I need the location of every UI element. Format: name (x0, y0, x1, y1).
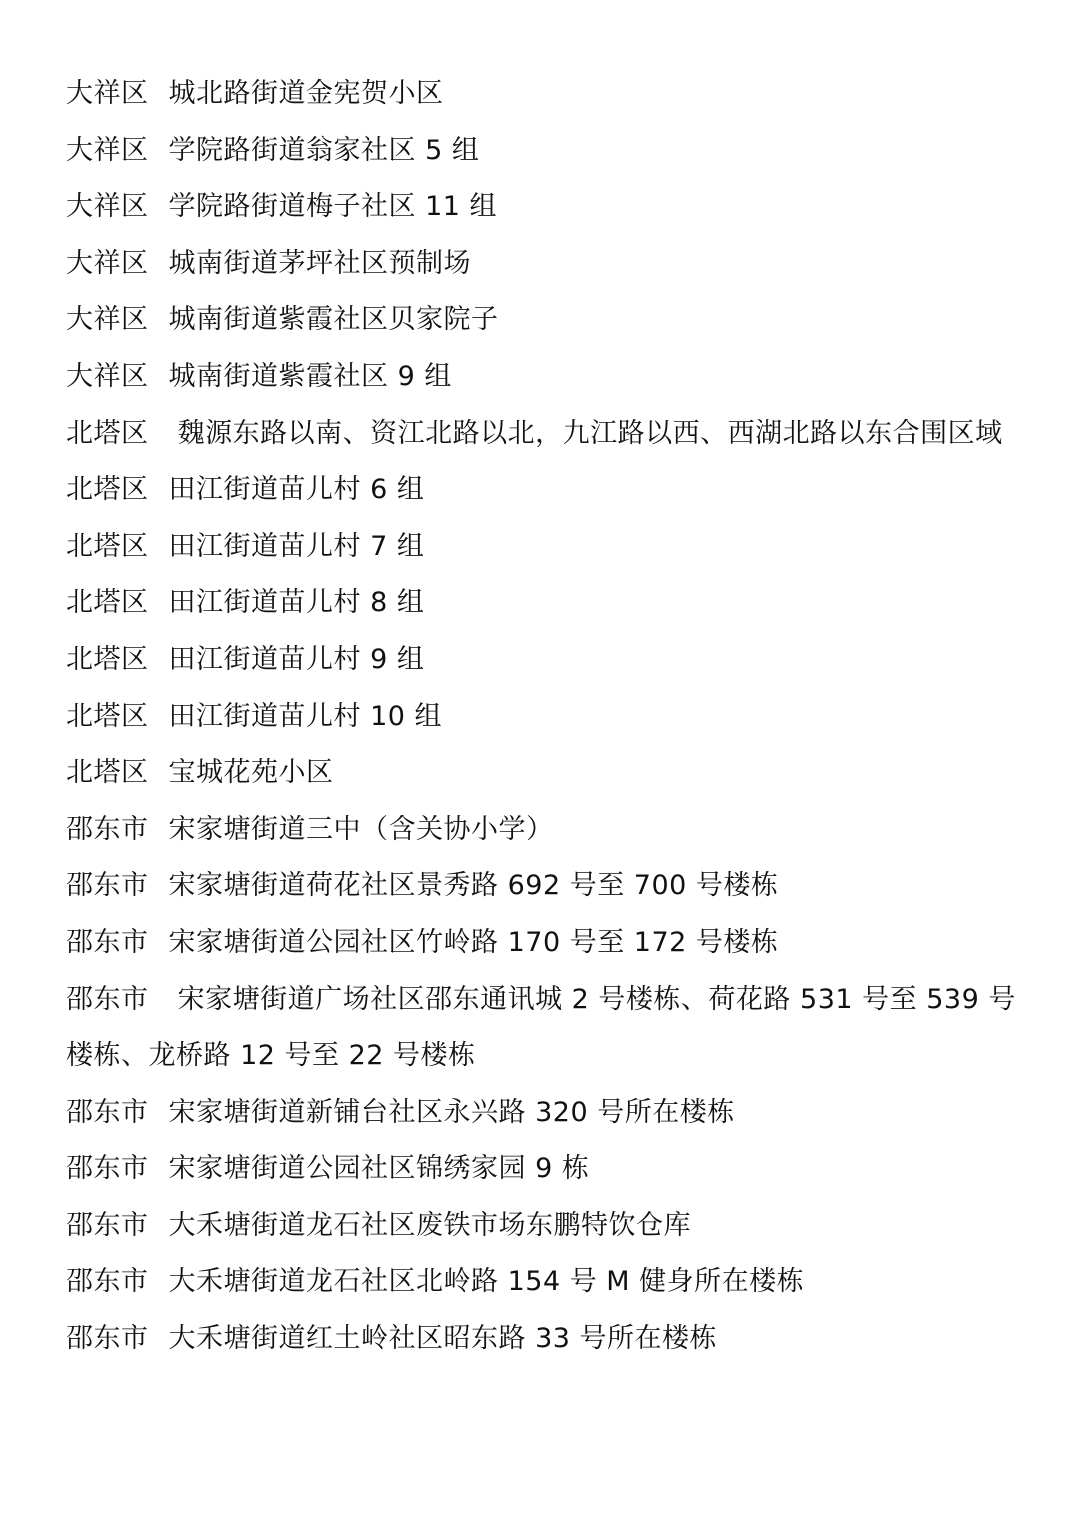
location-text: 宋家塘街道三中（含关协小学） (168, 813, 554, 845)
location-text: 宋家塘街道公园社区竹岭路 170 号至 172 号楼栋 (168, 926, 779, 958)
location-text: 学院路街道翁家社区 5 组 (168, 134, 480, 166)
district-name: 大祥区 (66, 247, 149, 279)
list-item (66, 915, 1026, 972)
district-name: 邵东市 (66, 983, 149, 1015)
district-name: 邵东市 (66, 870, 149, 902)
list-item (66, 519, 1026, 576)
location-text: 城南街道紫霞社区 9 组 (168, 360, 452, 392)
district-name: 北塔区 (66, 474, 149, 506)
list-item (66, 1254, 1026, 1311)
location-text: 宋家塘街道新铺台社区永兴路 320 号所在楼栋 (168, 1096, 735, 1128)
district-name: 北塔区 (66, 757, 149, 789)
district-name: 大祥区 (66, 78, 149, 109)
location-text: 城南街道紫霞社区贝家院子 (168, 304, 499, 336)
district-name: 邵东市 (66, 813, 149, 845)
district-name: 邵东市 (66, 1153, 149, 1185)
location-text: 田江街道苗儿村 8 组 (168, 587, 425, 619)
list-item (66, 1141, 1026, 1198)
district-name: 邵东市 (66, 1209, 149, 1241)
list-item (66, 632, 1026, 689)
district-name: 邵东市 (66, 1096, 149, 1128)
list-item (66, 292, 1026, 349)
location-text: 大禾塘街道龙石社区废铁市场东鹏特饮仓库 (168, 1209, 691, 1241)
list-item (66, 1311, 1026, 1368)
list-item (66, 802, 1026, 859)
location-text: 宋家塘街道广场社区邵东通讯城 2 号楼栋、荷花路 531 号至 539 号楼栋、龙桥路 12 号至 22 号楼栋 (66, 983, 1016, 1072)
list-item (66, 858, 1026, 915)
list-item (66, 972, 1026, 1085)
location-text: 大禾塘街道龙石社区北岭路 154 号 M 健身所在楼栋 (168, 1266, 805, 1298)
location-text: 魏源东路以南、资江北路以北，九江路以西、西湖北路以东合围区域 (177, 417, 1003, 449)
location-list (66, 66, 1026, 1368)
location-text: 田江街道苗儿村 10 组 (168, 700, 443, 732)
list-item (66, 575, 1026, 632)
district-name: 大祥区 (66, 134, 149, 166)
location-text: 城南街道茅坪社区预制场 (168, 247, 471, 279)
district-name: 北塔区 (66, 643, 149, 675)
list-item (66, 349, 1026, 406)
location-text: 田江街道苗儿村 7 组 (168, 530, 425, 562)
location-text: 学院路街道梅子社区 11 组 (168, 191, 498, 223)
district-name: 北塔区 (66, 530, 149, 562)
list-item (66, 1198, 1026, 1255)
list-item (66, 123, 1026, 180)
list-item (66, 66, 1026, 123)
district-name: 北塔区 (66, 587, 149, 619)
location-text: 田江街道苗儿村 6 组 (168, 474, 425, 506)
location-text: 大禾塘街道红土岭社区昭东路 33 号所在楼栋 (168, 1323, 718, 1355)
district-name: 邵东市 (66, 926, 149, 958)
district-name: 北塔区 (66, 700, 149, 732)
list-item (66, 689, 1026, 746)
list-item (66, 1085, 1026, 1142)
district-name: 大祥区 (66, 360, 149, 392)
list-item (66, 236, 1026, 293)
location-text: 宝城花苑小区 (168, 757, 334, 789)
location-text: 城北路街道金宪贺小区 (168, 78, 444, 109)
district-name: 邵东市 (66, 1266, 149, 1298)
location-text: 宋家塘街道荷花社区景秀路 692 号至 700 号楼栋 (168, 870, 779, 902)
list-item (66, 179, 1026, 236)
location-text: 田江街道苗儿村 9 组 (168, 643, 425, 675)
district-name: 北塔区 (66, 417, 149, 449)
list-item (66, 745, 1026, 802)
list-item (66, 406, 1026, 463)
list-item (66, 462, 1026, 519)
district-name: 大祥区 (66, 304, 149, 336)
location-text: 宋家塘街道公园社区锦绣家园 9 栋 (168, 1153, 590, 1185)
district-name: 邵东市 (66, 1323, 149, 1355)
district-name: 大祥区 (66, 191, 149, 223)
